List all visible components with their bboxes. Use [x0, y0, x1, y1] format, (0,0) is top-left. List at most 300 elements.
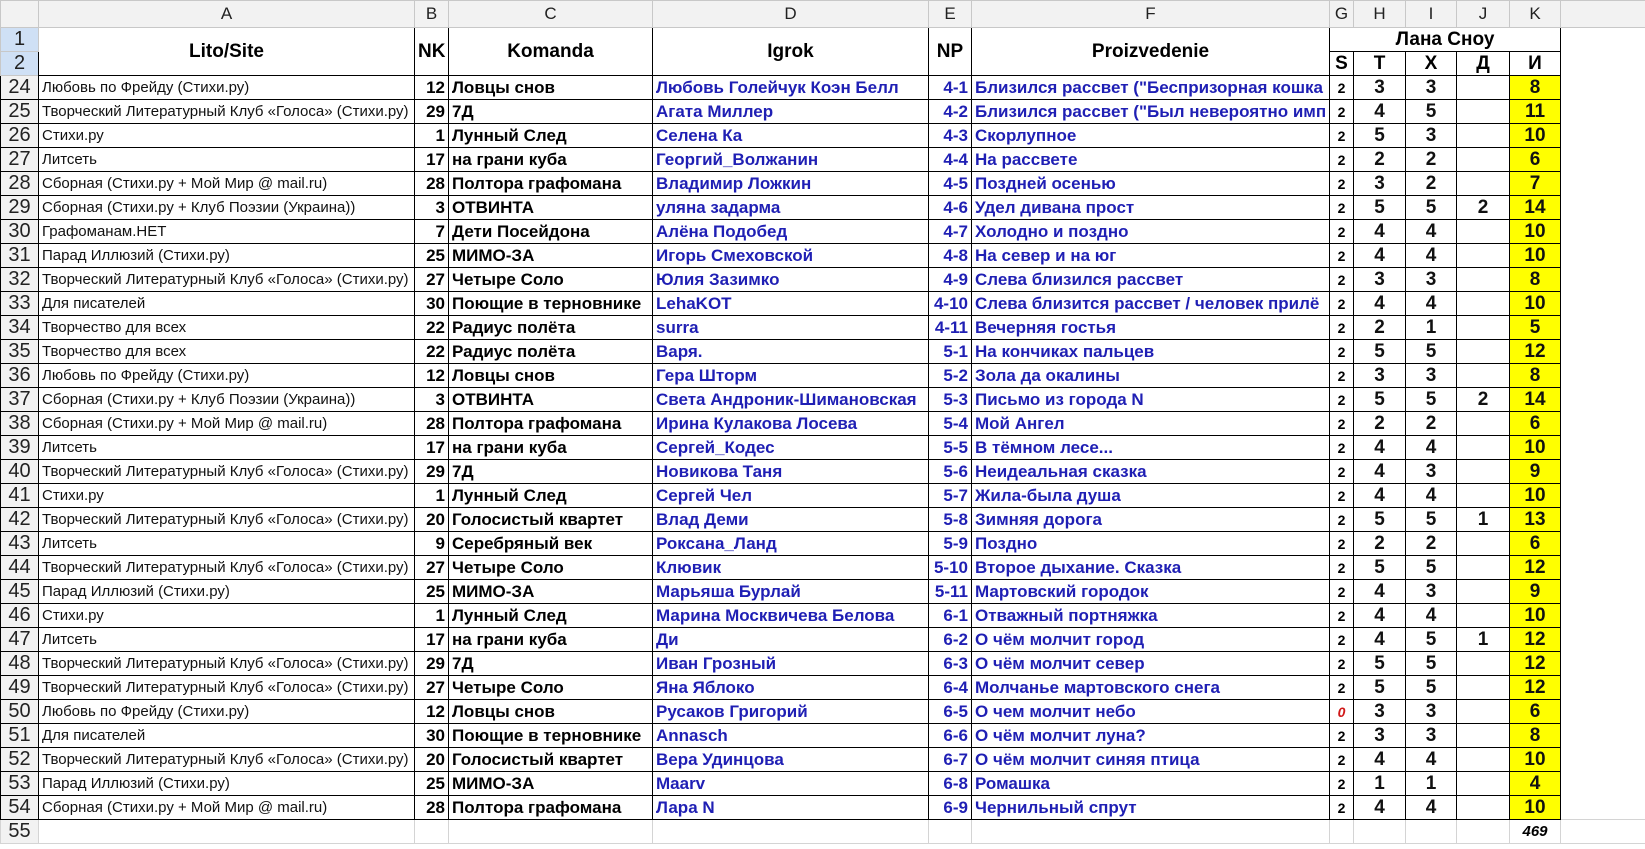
row-header[interactable]: 25	[1, 100, 39, 124]
empty-cell[interactable]	[653, 820, 929, 844]
cell-proizvedenie[interactable]: Чернильный спрут	[972, 796, 1330, 820]
cell-d[interactable]	[1457, 724, 1510, 748]
cell-s[interactable]: 2	[1330, 772, 1354, 796]
cell-x[interactable]: 5	[1406, 196, 1457, 220]
cell-t[interactable]: 3	[1354, 364, 1406, 388]
cell-t[interactable]: 2	[1354, 532, 1406, 556]
cell-s[interactable]: 2	[1330, 100, 1354, 124]
row-header[interactable]: 53	[1, 772, 39, 796]
cell-proizvedenie[interactable]: Поздней осенью	[972, 172, 1330, 196]
cell-x[interactable]: 3	[1406, 580, 1457, 604]
cell-x[interactable]: 4	[1406, 292, 1457, 316]
cell-proizvedenie[interactable]: Зола да окалины	[972, 364, 1330, 388]
cell-x[interactable]: 5	[1406, 100, 1457, 124]
row-header[interactable]: 42	[1, 508, 39, 532]
cell-x[interactable]: 3	[1406, 724, 1457, 748]
cell-np[interactable]: 4-1	[929, 76, 972, 100]
cell-komanda[interactable]: на грани куба	[449, 628, 653, 652]
cell-komanda[interactable]: Четыре Соло	[449, 268, 653, 292]
cell-proizvedenie[interactable]: О чём молчит синяя птица	[972, 748, 1330, 772]
cell-igrok[interactable]: Роксана_Ланд	[653, 532, 929, 556]
cell-s[interactable]: 2	[1330, 748, 1354, 772]
cell-lito[interactable]: Творческий Литературный Клуб «Голоса» (Стихи.ру)	[39, 508, 415, 532]
cell-t[interactable]: 4	[1354, 580, 1406, 604]
cell-nk[interactable]: 29	[415, 460, 449, 484]
cell-d[interactable]: 2	[1457, 196, 1510, 220]
cell-d[interactable]: 1	[1457, 628, 1510, 652]
cell-nk[interactable]: 25	[415, 772, 449, 796]
cell-i-total[interactable]: 12	[1510, 628, 1561, 652]
cell-komanda[interactable]: Полтора графомана	[449, 412, 653, 436]
cell-t[interactable]: 5	[1354, 508, 1406, 532]
cell-komanda[interactable]: Радиус полёта	[449, 316, 653, 340]
cell-komanda[interactable]: Лунный След	[449, 484, 653, 508]
row-header[interactable]: 39	[1, 436, 39, 460]
cell-np[interactable]: 6-4	[929, 676, 972, 700]
cell-x[interactable]: 2	[1406, 172, 1457, 196]
row-header[interactable]: 48	[1, 652, 39, 676]
cell-s[interactable]: 2	[1330, 268, 1354, 292]
cell-x[interactable]: 3	[1406, 700, 1457, 724]
cell-np[interactable]: 6-7	[929, 748, 972, 772]
row-header[interactable]: 32	[1, 268, 39, 292]
row-header[interactable]: 30	[1, 220, 39, 244]
cell-x[interactable]: 3	[1406, 124, 1457, 148]
cell-np[interactable]: 5-1	[929, 340, 972, 364]
cell-komanda[interactable]: на грани куба	[449, 148, 653, 172]
cell-i-total[interactable]: 8	[1510, 724, 1561, 748]
cell-s[interactable]: 2	[1330, 124, 1354, 148]
cell-proizvedenie[interactable]: Жила-была душа	[972, 484, 1330, 508]
row-header[interactable]: 33	[1, 292, 39, 316]
cell-x[interactable]: 4	[1406, 796, 1457, 820]
cell-np[interactable]: 4-6	[929, 196, 972, 220]
cell-komanda[interactable]: Поющие в терновнике	[449, 292, 653, 316]
cell-i-total[interactable]: 8	[1510, 268, 1561, 292]
cell-np[interactable]: 4-4	[929, 148, 972, 172]
cell-proizvedenie[interactable]: О чем молчит небо	[972, 700, 1330, 724]
row-header[interactable]: 40	[1, 460, 39, 484]
cell-komanda[interactable]: Голосистый квартет	[449, 508, 653, 532]
cell-t[interactable]: 1	[1354, 772, 1406, 796]
cell-nk[interactable]: 12	[415, 76, 449, 100]
cell-igrok[interactable]: Алёна Подобед	[653, 220, 929, 244]
cell-lito[interactable]: Любовь по Фрейду (Стихи.ру)	[39, 700, 415, 724]
cell-x[interactable]: 2	[1406, 412, 1457, 436]
cell-i-total[interactable]: 12	[1510, 340, 1561, 364]
select-all-corner[interactable]	[1, 1, 39, 28]
cell-t[interactable]: 4	[1354, 220, 1406, 244]
row-header[interactable]: 55	[1, 820, 39, 844]
cell-s[interactable]: 2	[1330, 580, 1354, 604]
row-header[interactable]: 44	[1, 556, 39, 580]
cell-proizvedenie[interactable]: Удел дивана прост	[972, 196, 1330, 220]
cell-s[interactable]: 2	[1330, 724, 1354, 748]
cell-proizvedenie[interactable]: Скорлупное	[972, 124, 1330, 148]
cell-i-total[interactable]: 11	[1510, 100, 1561, 124]
cell-proizvedenie[interactable]: О чём молчит город	[972, 628, 1330, 652]
cell-i-total[interactable]: 10	[1510, 436, 1561, 460]
cell-i-total[interactable]: 12	[1510, 676, 1561, 700]
row-header[interactable]: 34	[1, 316, 39, 340]
cell-s[interactable]: 2	[1330, 412, 1354, 436]
row-header[interactable]: 38	[1, 412, 39, 436]
cell-s[interactable]: 2	[1330, 292, 1354, 316]
cell-komanda[interactable]: Поющие в терновнике	[449, 724, 653, 748]
empty-cell[interactable]	[972, 820, 1330, 844]
cell-lito[interactable]: Творческий Литературный Клуб «Голоса» (Стихи.ру)	[39, 460, 415, 484]
cell-igrok[interactable]: Марьяша Бурлай	[653, 580, 929, 604]
cell-igrok[interactable]: Влад Деми	[653, 508, 929, 532]
row-header[interactable]: 43	[1, 532, 39, 556]
row-header[interactable]: 26	[1, 124, 39, 148]
cell-lito[interactable]: Творческий Литературный Клуб «Голоса» (Стихи.ру)	[39, 676, 415, 700]
row-header[interactable]: 50	[1, 700, 39, 724]
cell-nk[interactable]: 27	[415, 556, 449, 580]
row-header[interactable]: 37	[1, 388, 39, 412]
row-header[interactable]: 29	[1, 196, 39, 220]
cell-nk[interactable]: 28	[415, 412, 449, 436]
cell-t[interactable]: 4	[1354, 796, 1406, 820]
cell-proizvedenie[interactable]: Письмо из города N	[972, 388, 1330, 412]
row-header[interactable]: 31	[1, 244, 39, 268]
cell-t[interactable]: 4	[1354, 604, 1406, 628]
cell-t[interactable]: 4	[1354, 628, 1406, 652]
column-header-h[interactable]: H	[1354, 1, 1406, 28]
cell-proizvedenie[interactable]: В тёмном лесе...	[972, 436, 1330, 460]
cell-i-total[interactable]: 10	[1510, 484, 1561, 508]
cell-x[interactable]: 5	[1406, 652, 1457, 676]
cell-s[interactable]: 2	[1330, 340, 1354, 364]
cell-t[interactable]: 5	[1354, 676, 1406, 700]
cell-i-total[interactable]: 9	[1510, 580, 1561, 604]
cell-s[interactable]: 2	[1330, 676, 1354, 700]
cell-t[interactable]: 5	[1354, 124, 1406, 148]
cell-x[interactable]: 5	[1406, 676, 1457, 700]
cell-i-total[interactable]: 7	[1510, 172, 1561, 196]
column-header-f[interactable]: F	[972, 1, 1330, 28]
cell-d[interactable]	[1457, 484, 1510, 508]
cell-x[interactable]: 4	[1406, 436, 1457, 460]
empty-cell[interactable]	[1330, 820, 1354, 844]
cell-d[interactable]	[1457, 292, 1510, 316]
empty-cell[interactable]	[449, 820, 653, 844]
cell-s[interactable]: 2	[1330, 436, 1354, 460]
cell-d[interactable]	[1457, 676, 1510, 700]
cell-komanda[interactable]: Радиус полёта	[449, 340, 653, 364]
cell-proizvedenie[interactable]: Мартовский городок	[972, 580, 1330, 604]
cell-proizvedenie[interactable]: Близился рассвет ("Беспризорная кошка	[972, 76, 1330, 100]
cell-np[interactable]: 5-9	[929, 532, 972, 556]
cell-s[interactable]: 2	[1330, 796, 1354, 820]
cell-i-total[interactable]: 10	[1510, 604, 1561, 628]
cell-lito[interactable]: Сборная (Стихи.ру + Клуб Поэзии (Украина))	[39, 388, 415, 412]
cell-np[interactable]: 5-2	[929, 364, 972, 388]
cell-i-total[interactable]: 6	[1510, 148, 1561, 172]
cell-lito[interactable]: Сборная (Стихи.ру + Мой Мир @ mail.ru)	[39, 796, 415, 820]
column-header-a[interactable]: A	[39, 1, 415, 28]
header-lito[interactable]: Lito/Site	[39, 28, 415, 76]
cell-t[interactable]: 4	[1354, 292, 1406, 316]
cell-t[interactable]: 5	[1354, 388, 1406, 412]
cell-igrok[interactable]: Вера Удинцова	[653, 748, 929, 772]
cell-komanda[interactable]: 7Д	[449, 100, 653, 124]
cell-x[interactable]: 3	[1406, 76, 1457, 100]
cell-x[interactable]: 1	[1406, 316, 1457, 340]
cell-i-total[interactable]: 5	[1510, 316, 1561, 340]
cell-proizvedenie[interactable]: Второе дыхание. Сказка	[972, 556, 1330, 580]
cell-komanda[interactable]: Ловцы снов	[449, 700, 653, 724]
cell-proizvedenie[interactable]: Молчанье мартовского снега	[972, 676, 1330, 700]
cell-x[interactable]: 5	[1406, 628, 1457, 652]
cell-np[interactable]: 5-4	[929, 412, 972, 436]
cell-x[interactable]: 4	[1406, 748, 1457, 772]
row-header[interactable]: 27	[1, 148, 39, 172]
cell-i-total[interactable]: 8	[1510, 76, 1561, 100]
cell-nk[interactable]: 20	[415, 508, 449, 532]
cell-nk[interactable]: 17	[415, 148, 449, 172]
header-igrok[interactable]: Igrok	[653, 28, 929, 76]
row-header[interactable]: 47	[1, 628, 39, 652]
cell-s[interactable]: 2	[1330, 316, 1354, 340]
row-header[interactable]: 24	[1, 76, 39, 100]
cell-np[interactable]: 5-3	[929, 388, 972, 412]
cell-igrok[interactable]: Гера Шторм	[653, 364, 929, 388]
cell-t[interactable]: 3	[1354, 724, 1406, 748]
cell-i-total[interactable]: 6	[1510, 700, 1561, 724]
cell-x[interactable]: 2	[1406, 532, 1457, 556]
cell-t[interactable]: 4	[1354, 484, 1406, 508]
cell-i-total[interactable]: 10	[1510, 796, 1561, 820]
cell-d[interactable]	[1457, 604, 1510, 628]
cell-i-total[interactable]: 9	[1510, 460, 1561, 484]
cell-proizvedenie[interactable]: Слева близится рассвет / человек прилё	[972, 292, 1330, 316]
cell-t[interactable]: 4	[1354, 100, 1406, 124]
cell-igrok[interactable]: Агата Миллер	[653, 100, 929, 124]
cell-t[interactable]: 2	[1354, 148, 1406, 172]
cell-komanda[interactable]: МИМО-ЗА	[449, 244, 653, 268]
header-d[interactable]: Д	[1457, 52, 1510, 76]
cell-s[interactable]: 2	[1330, 604, 1354, 628]
row-header[interactable]: 51	[1, 724, 39, 748]
cell-nk[interactable]: 7	[415, 220, 449, 244]
cell-t[interactable]: 2	[1354, 316, 1406, 340]
column-header-k[interactable]: K	[1510, 1, 1561, 28]
cell-x[interactable]: 3	[1406, 268, 1457, 292]
cell-np[interactable]: 5-11	[929, 580, 972, 604]
header-komanda[interactable]: Komanda	[449, 28, 653, 76]
cell-komanda[interactable]: на грани куба	[449, 436, 653, 460]
cell-lito[interactable]: Сборная (Стихи.ру + Клуб Поэзии (Украина))	[39, 196, 415, 220]
cell-s[interactable]: 2	[1330, 484, 1354, 508]
cell-x[interactable]: 5	[1406, 388, 1457, 412]
cell-d[interactable]	[1457, 460, 1510, 484]
cell-proizvedenie[interactable]: На рассвете	[972, 148, 1330, 172]
empty-cell[interactable]	[1406, 820, 1457, 844]
row-header[interactable]: 45	[1, 580, 39, 604]
cell-komanda[interactable]: МИМО-ЗА	[449, 580, 653, 604]
cell-d[interactable]: 1	[1457, 508, 1510, 532]
cell-lito[interactable]: Литсеть	[39, 628, 415, 652]
cell-komanda[interactable]: 7Д	[449, 652, 653, 676]
cell-igrok[interactable]: Ди	[653, 628, 929, 652]
cell-lito[interactable]: Парад Иллюзий (Стихи.ру)	[39, 580, 415, 604]
cell-proizvedenie[interactable]: На север и на юг	[972, 244, 1330, 268]
cell-nk[interactable]: 1	[415, 124, 449, 148]
empty-cell[interactable]	[1457, 820, 1510, 844]
cell-t[interactable]: 4	[1354, 460, 1406, 484]
cell-d[interactable]	[1457, 748, 1510, 772]
cell-igrok[interactable]: Яна Яблоко	[653, 676, 929, 700]
cell-lito[interactable]: Сборная (Стихи.ру + Мой Мир @ mail.ru)	[39, 412, 415, 436]
cell-lito[interactable]: Для писателей	[39, 724, 415, 748]
column-header-b[interactable]: B	[415, 1, 449, 28]
cell-igrok[interactable]: Annasch	[653, 724, 929, 748]
header-judge-name[interactable]: Лана Сноу	[1330, 28, 1561, 52]
cell-lito[interactable]: Любовь по Фрейду (Стихи.ру)	[39, 76, 415, 100]
cell-x[interactable]: 5	[1406, 508, 1457, 532]
row-header[interactable]: 35	[1, 340, 39, 364]
cell-proizvedenie[interactable]: Близился рассвет ("Был невероятно имп	[972, 100, 1330, 124]
empty-cell[interactable]	[39, 820, 415, 844]
cell-komanda[interactable]: Лунный След	[449, 604, 653, 628]
cell-komanda[interactable]: Ловцы снов	[449, 76, 653, 100]
cell-nk[interactable]: 28	[415, 172, 449, 196]
cell-i-total[interactable]: 10	[1510, 292, 1561, 316]
cell-nk[interactable]: 27	[415, 676, 449, 700]
row-header[interactable]: 52	[1, 748, 39, 772]
header-i[interactable]: И	[1510, 52, 1561, 76]
cell-s[interactable]: 2	[1330, 148, 1354, 172]
cell-d[interactable]	[1457, 796, 1510, 820]
cell-i-total[interactable]: 6	[1510, 412, 1561, 436]
cell-x[interactable]: 2	[1406, 148, 1457, 172]
row-header[interactable]: 54	[1, 796, 39, 820]
cell-d[interactable]: 2	[1457, 388, 1510, 412]
cell-x[interactable]: 4	[1406, 244, 1457, 268]
cell-s[interactable]: 0	[1330, 700, 1354, 724]
header-x[interactable]: Х	[1406, 52, 1457, 76]
cell-igrok[interactable]: Света Андроник-Шимановская	[653, 388, 929, 412]
cell-nk[interactable]: 30	[415, 724, 449, 748]
cell-nk[interactable]: 30	[415, 292, 449, 316]
cell-s[interactable]: 2	[1330, 628, 1354, 652]
header-s[interactable]: S	[1330, 52, 1354, 76]
cell-s[interactable]: 2	[1330, 556, 1354, 580]
cell-lito[interactable]: Для писателей	[39, 292, 415, 316]
cell-lito[interactable]: Творческий Литературный Клуб «Голоса» (Стихи.ру)	[39, 748, 415, 772]
cell-proizvedenie[interactable]: Холодно и поздно	[972, 220, 1330, 244]
cell-igrok[interactable]: Сергей_Кодес	[653, 436, 929, 460]
cell-igrok[interactable]: Юлия Зазимко	[653, 268, 929, 292]
cell-x[interactable]: 5	[1406, 340, 1457, 364]
cell-i-total[interactable]: 12	[1510, 652, 1561, 676]
cell-lito[interactable]: Творческий Литературный Клуб «Голоса» (Стихи.ру)	[39, 268, 415, 292]
cell-x[interactable]: 3	[1406, 460, 1457, 484]
cell-i-total[interactable]: 10	[1510, 124, 1561, 148]
cell-t[interactable]: 4	[1354, 436, 1406, 460]
cell-x[interactable]: 5	[1406, 556, 1457, 580]
row-header[interactable]: 46	[1, 604, 39, 628]
cell-s[interactable]: 2	[1330, 388, 1354, 412]
cell-komanda[interactable]: Серебряный век	[449, 532, 653, 556]
cell-nk[interactable]: 12	[415, 700, 449, 724]
cell-t[interactable]: 4	[1354, 244, 1406, 268]
cell-np[interactable]: 4-10	[929, 292, 972, 316]
cell-proizvedenie[interactable]: На кончиках пальцев	[972, 340, 1330, 364]
cell-np[interactable]: 6-1	[929, 604, 972, 628]
cell-np[interactable]: 6-5	[929, 700, 972, 724]
cell-np[interactable]: 4-2	[929, 100, 972, 124]
cell-igrok[interactable]: Любовь Голейчук Коэн Белл	[653, 76, 929, 100]
cell-nk[interactable]: 12	[415, 364, 449, 388]
cell-s[interactable]: 2	[1330, 196, 1354, 220]
cell-np[interactable]: 5-10	[929, 556, 972, 580]
cell-d[interactable]	[1457, 220, 1510, 244]
cell-lito[interactable]: Творчество для всех	[39, 316, 415, 340]
cell-nk[interactable]: 25	[415, 580, 449, 604]
cell-np[interactable]: 6-8	[929, 772, 972, 796]
cell-nk[interactable]: 27	[415, 268, 449, 292]
cell-i-total[interactable]: 6	[1510, 532, 1561, 556]
cell-d[interactable]	[1457, 532, 1510, 556]
cell-np[interactable]: 4-3	[929, 124, 972, 148]
cell-x[interactable]: 3	[1406, 364, 1457, 388]
cell-nk[interactable]: 1	[415, 604, 449, 628]
cell-komanda[interactable]: Четыре Соло	[449, 676, 653, 700]
cell-s[interactable]: 2	[1330, 244, 1354, 268]
cell-komanda[interactable]: Лунный След	[449, 124, 653, 148]
cell-proizvedenie[interactable]: О чём молчит луна?	[972, 724, 1330, 748]
cell-igrok[interactable]: Марина Москвичева Белова	[653, 604, 929, 628]
cell-np[interactable]: 5-5	[929, 436, 972, 460]
cell-igrok[interactable]: Новикова Таня	[653, 460, 929, 484]
cell-s[interactable]: 2	[1330, 364, 1354, 388]
cell-i-total[interactable]: 12	[1510, 556, 1561, 580]
cell-s[interactable]: 2	[1330, 652, 1354, 676]
cell-igrok[interactable]: Сергей Чел	[653, 484, 929, 508]
cell-np[interactable]: 4-7	[929, 220, 972, 244]
cell-x[interactable]: 1	[1406, 772, 1457, 796]
cell-s[interactable]: 2	[1330, 532, 1354, 556]
cell-t[interactable]: 5	[1354, 652, 1406, 676]
cell-i-total[interactable]: 4	[1510, 772, 1561, 796]
cell-d[interactable]	[1457, 268, 1510, 292]
cell-lito[interactable]: Творческий Литературный Клуб «Голоса» (Стихи.ру)	[39, 100, 415, 124]
cell-lito[interactable]: Литсеть	[39, 148, 415, 172]
row-header[interactable]: 2	[1, 52, 39, 76]
cell-np[interactable]: 4-5	[929, 172, 972, 196]
cell-komanda[interactable]: Ловцы снов	[449, 364, 653, 388]
cell-nk[interactable]: 17	[415, 436, 449, 460]
column-header-c[interactable]: C	[449, 1, 653, 28]
cell-d[interactable]	[1457, 652, 1510, 676]
empty-cell[interactable]	[929, 820, 972, 844]
header-nk[interactable]: NK	[415, 28, 449, 76]
cell-t[interactable]: 3	[1354, 700, 1406, 724]
cell-nk[interactable]: 20	[415, 748, 449, 772]
cell-d[interactable]	[1457, 580, 1510, 604]
cell-i-total[interactable]: 13	[1510, 508, 1561, 532]
cell-t[interactable]: 5	[1354, 340, 1406, 364]
cell-proizvedenie[interactable]: Поздно	[972, 532, 1330, 556]
cell-igrok[interactable]: Владимир Ложкин	[653, 172, 929, 196]
cell-np[interactable]: 4-8	[929, 244, 972, 268]
column-header-d[interactable]: D	[653, 1, 929, 28]
cell-nk[interactable]: 17	[415, 628, 449, 652]
cell-proizvedenie[interactable]: Отважный портняжка	[972, 604, 1330, 628]
row-header[interactable]: 1	[1, 28, 39, 52]
